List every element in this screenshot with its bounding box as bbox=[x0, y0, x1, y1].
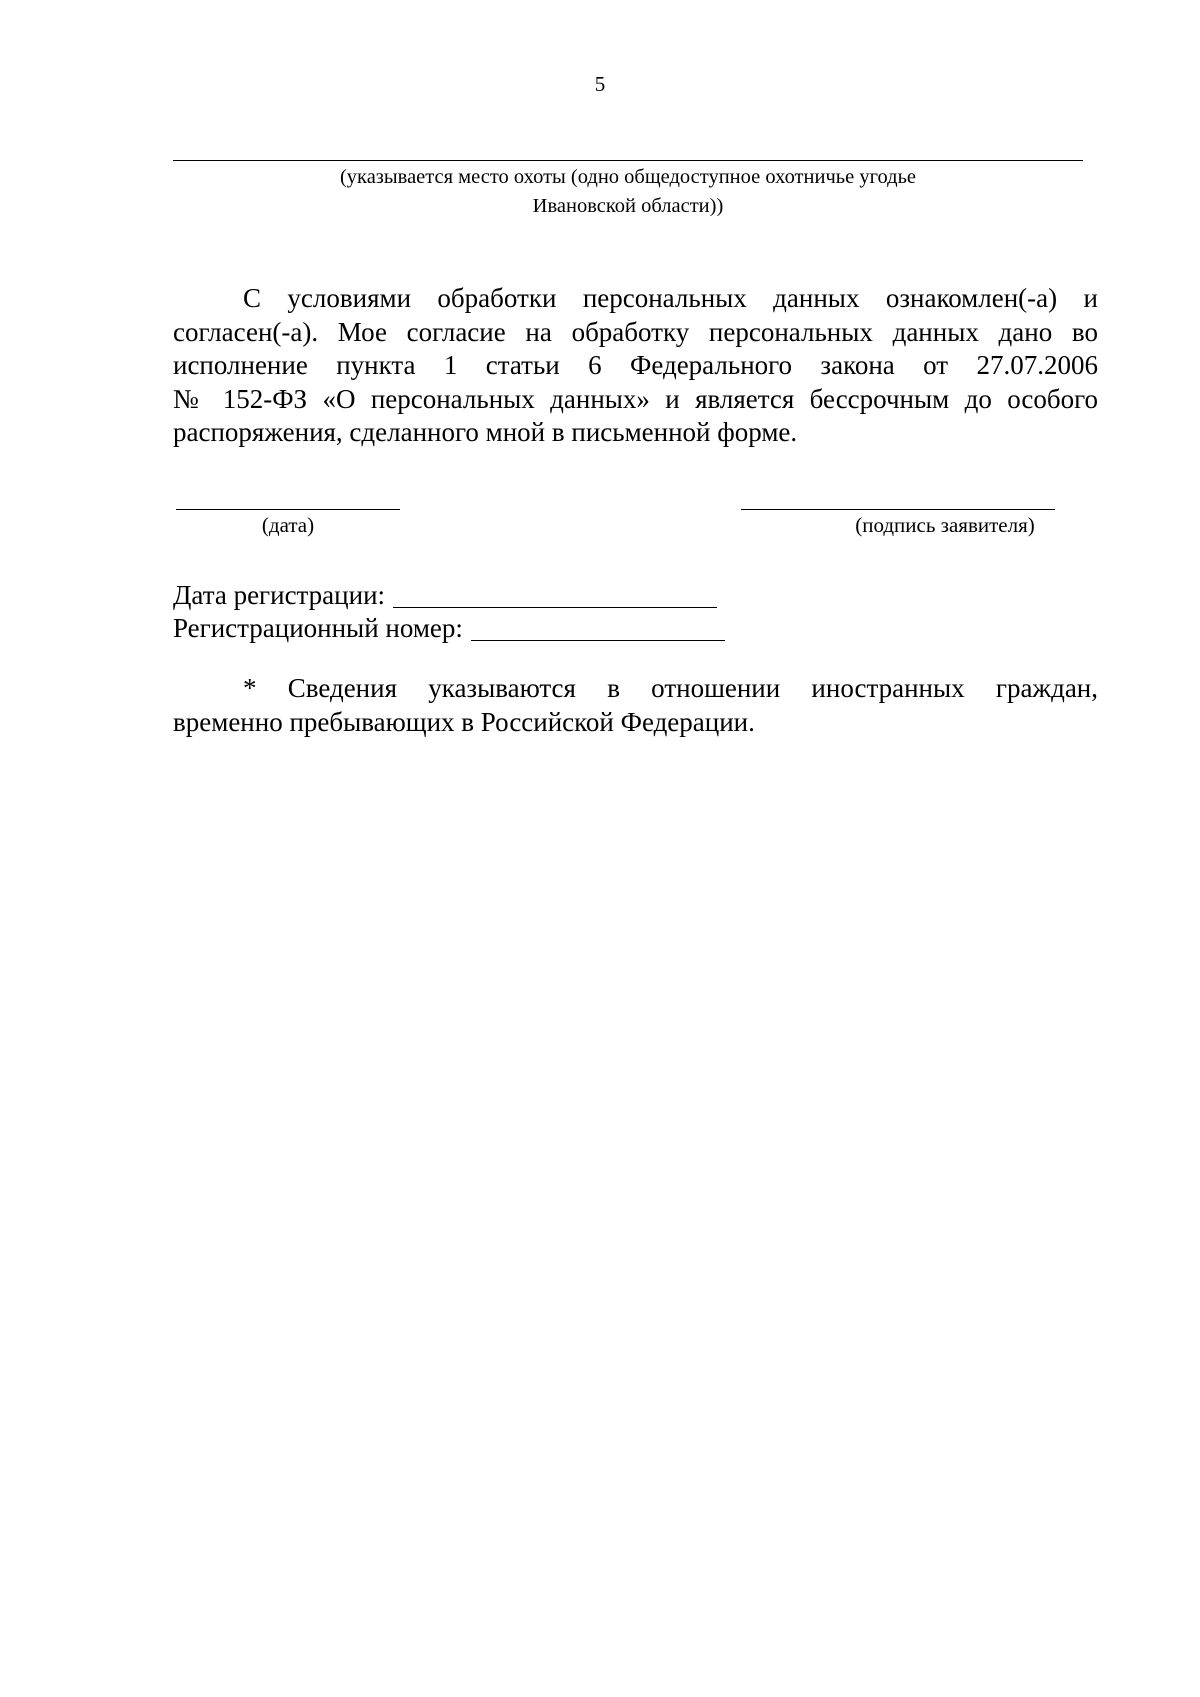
hunting-place-caption bbox=[173, 163, 1083, 221]
consent-paragraph bbox=[173, 282, 1098, 450]
registration-number-row bbox=[173, 611, 725, 645]
registration-number-label: Регистрационный номер: bbox=[173, 613, 463, 643]
consent-line-2: согласен(-а). Мое согласие на обработку персональных данных дано во bbox=[173, 316, 1098, 347]
registration-date-blank bbox=[393, 606, 717, 608]
footnote-line-1: * Сведения указываются в отношении иностранных граждан, bbox=[243, 673, 1098, 703]
hunting-place-caption-line-1: (указывается место охоты (одно общедоступное охотничье угодье bbox=[339, 166, 917, 188]
hunting-place-caption-line-2: Ивановской области)) bbox=[532, 195, 724, 217]
footnote-line-2: временно пребывающих в Российской Федерации. bbox=[173, 706, 755, 737]
registration-date-row bbox=[173, 578, 717, 612]
page-number: 5 bbox=[594, 72, 606, 96]
footnote-paragraph bbox=[173, 672, 1098, 739]
date-signature-line bbox=[176, 509, 400, 510]
consent-line-5: распоряжения, сделанного мной в письменной форме. bbox=[173, 417, 798, 447]
consent-line-1: С условиями обработки персональных данных ознакомлен(-а) и bbox=[243, 283, 1098, 313]
registration-number-blank bbox=[471, 639, 725, 641]
applicant-signature-caption: (подпись заявителя) bbox=[855, 513, 1035, 537]
registration-date-label: Дата регистрации: bbox=[173, 580, 386, 610]
date-caption: (дата) bbox=[261, 513, 315, 537]
consent-line-4: № 152-ФЗ «О персональных данных» и является бессрочным до особого bbox=[173, 383, 1098, 414]
consent-line-3: исполнение пункта 1 статьи 6 Федерального закона от 27.07.2006 bbox=[173, 350, 1098, 380]
hunting-place-blank-line bbox=[173, 160, 1083, 161]
applicant-signature-line bbox=[741, 509, 1055, 510]
